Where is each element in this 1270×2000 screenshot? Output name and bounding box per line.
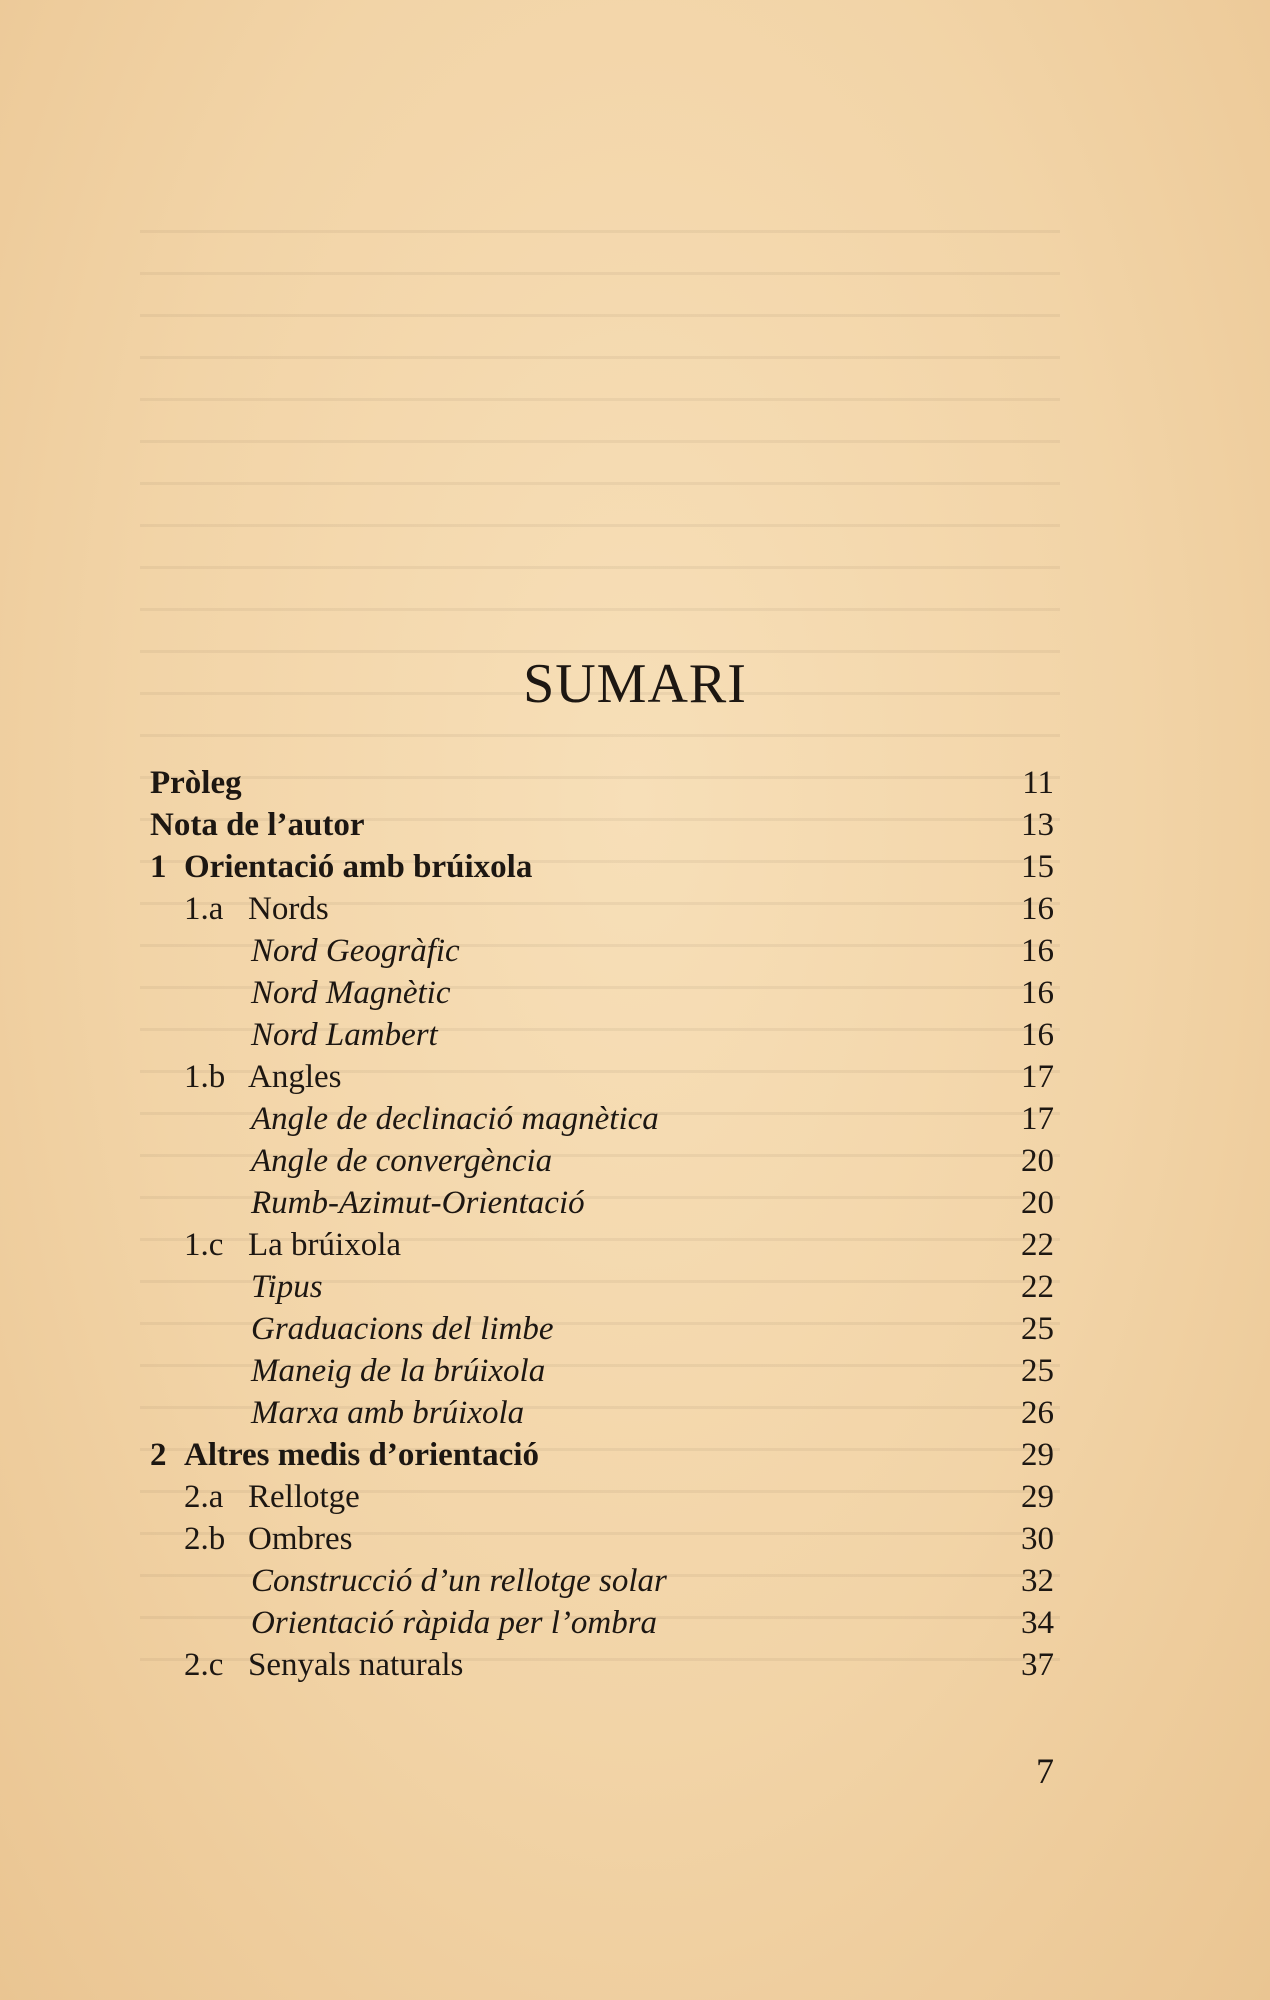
- toc-entry-label: Senyals naturals: [248, 1647, 464, 1683]
- toc-entry-number: 1.b: [184, 1059, 226, 1095]
- toc-entry: [150, 846, 1054, 888]
- toc-entry-page: 17: [1021, 1059, 1054, 1095]
- toc-entry-label: Nord Magnètic: [251, 975, 451, 1011]
- toc-entry: [150, 1350, 1054, 1392]
- toc-entry-page: 13: [1021, 807, 1054, 843]
- toc-entry-number: 1.c: [184, 1227, 224, 1263]
- toc-entry-label: Construcció d’un rellotge solar: [251, 1563, 667, 1599]
- toc-entry-label: Pròleg: [150, 765, 242, 801]
- toc-entry-number: 1.a: [184, 891, 224, 927]
- toc-entry: [150, 762, 1054, 804]
- toc-entry-page: 16: [1021, 891, 1054, 927]
- toc-entry-page: 26: [1021, 1395, 1054, 1431]
- toc-entry-label: Graduacions del limbe: [251, 1311, 554, 1347]
- toc-entry: [150, 1224, 1054, 1266]
- toc-entry-page: 20: [1021, 1185, 1054, 1221]
- toc-entry-label: Orientació ràpida per l’ombra: [251, 1605, 658, 1641]
- toc-entry-page: 17: [1021, 1101, 1054, 1137]
- toc-entry: [150, 930, 1054, 972]
- toc-entry: [150, 1644, 1054, 1686]
- toc-entry-label: Maneig de la brúixola: [251, 1353, 546, 1389]
- toc-entry-label: Orientació amb brúixola: [184, 849, 533, 885]
- toc-entry-label: Nords: [248, 891, 329, 927]
- toc-entry-page: 20: [1021, 1143, 1054, 1179]
- toc-entry-number: 2: [150, 1437, 167, 1473]
- toc-entry-page: 25: [1021, 1311, 1054, 1347]
- toc-entry: [150, 972, 1054, 1014]
- toc-entry: [150, 1392, 1054, 1434]
- toc-entry-page: 22: [1021, 1269, 1054, 1305]
- toc-entry-page: 16: [1021, 1017, 1054, 1053]
- toc-entry-number: 1: [150, 849, 167, 885]
- toc-entry-page: 22: [1021, 1227, 1054, 1263]
- toc-entry-label: Nord Geogràfic: [251, 933, 460, 969]
- toc-entry-label: Nota de l’autor: [150, 807, 365, 843]
- toc-entry-page: 16: [1021, 975, 1054, 1011]
- toc-entry: [150, 1308, 1054, 1350]
- toc-entry-page: 15: [1021, 849, 1054, 885]
- page-title: SUMARI: [523, 653, 747, 715]
- toc-entry: [150, 1140, 1054, 1182]
- toc-entry-label: Angle de declinació magnètica: [251, 1101, 659, 1137]
- toc-entry-number: 2.c: [184, 1647, 224, 1683]
- toc-entry-label: Ombres: [248, 1521, 353, 1557]
- toc-entry-label: Nord Lambert: [251, 1017, 438, 1053]
- toc-entry-label: Altres medis d’orientació: [184, 1437, 539, 1473]
- toc-entry: [150, 1560, 1054, 1602]
- toc-entry-number: 2.b: [184, 1521, 226, 1557]
- toc-entry-label: Angles: [248, 1059, 342, 1095]
- toc-entry-page: 32: [1021, 1563, 1054, 1599]
- toc-entry: [150, 1476, 1054, 1518]
- toc-entry-page: 16: [1021, 933, 1054, 969]
- toc-entry: [150, 1602, 1054, 1644]
- toc-entry-page: 29: [1021, 1437, 1054, 1473]
- toc-entry: [150, 1056, 1054, 1098]
- toc-entry-number: 2.a: [184, 1479, 224, 1515]
- toc-entry: [150, 1182, 1054, 1224]
- page-number: 7: [1036, 1751, 1054, 1791]
- toc-entry-label: Tipus: [251, 1269, 323, 1305]
- table-of-contents: [150, 762, 1054, 1686]
- toc-entry: [150, 1434, 1054, 1476]
- toc-entry-label: Angle de convergència: [251, 1143, 553, 1179]
- toc-entry: [150, 1266, 1054, 1308]
- toc-entry-page: 37: [1021, 1647, 1054, 1683]
- toc-entry: [150, 1518, 1054, 1560]
- toc-entry: [150, 1014, 1054, 1056]
- toc-entry-label: Rellotge: [248, 1479, 360, 1515]
- toc-entry-page: 29: [1021, 1479, 1054, 1515]
- toc-entry: [150, 1098, 1054, 1140]
- toc-entry: [150, 888, 1054, 930]
- toc-entry-label: La brúixola: [248, 1227, 402, 1263]
- toc-entry-label: Marxa amb brúixola: [251, 1395, 525, 1431]
- toc-entry-label: Rumb-Azimut-Orientació: [251, 1185, 585, 1221]
- toc-entry-page: 34: [1021, 1605, 1054, 1641]
- toc-entry-page: 11: [1022, 765, 1054, 801]
- toc-entry-page: 30: [1021, 1521, 1054, 1557]
- toc-entry-page: 25: [1021, 1353, 1054, 1389]
- toc-entry: [150, 804, 1054, 846]
